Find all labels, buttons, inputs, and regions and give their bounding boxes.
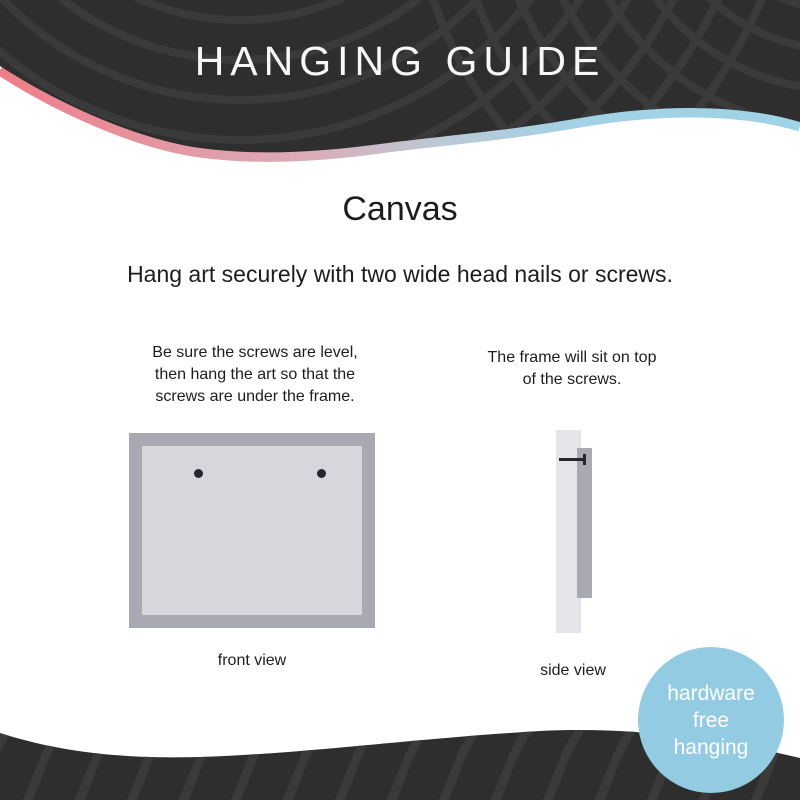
front-view-note: [115, 342, 395, 408]
front-view-caption: front view: [217, 652, 287, 669]
nail-head-icon: [583, 454, 586, 465]
front-view-note-line: Be sure the screws are level,: [152, 344, 358, 361]
front-view-note-line: screws are under the frame.: [155, 388, 355, 405]
badge-line: hardware: [667, 681, 755, 705]
side-view-caption: side view: [540, 662, 606, 679]
header-wave-graphic: [0, 0, 800, 175]
hardware-free-hanging-badge: [638, 647, 784, 793]
frame-side-bar: [577, 448, 592, 598]
screw-right-icon: [317, 469, 326, 478]
badge-line: free: [692, 708, 730, 732]
canvas-face: [142, 446, 362, 615]
front-view-note-line: then hang the art so that the: [154, 366, 356, 383]
side-view-diagram: [556, 430, 596, 633]
front-view-frame-diagram: [129, 433, 375, 628]
nail-icon: [559, 458, 586, 461]
instruction-subheading: Hang art securely with two wide head nails or screws.: [127, 261, 673, 287]
badge-line: hanging: [673, 735, 749, 759]
side-view-note-line: The frame will sit on top: [487, 349, 657, 366]
side-view-note-line: of the screws.: [522, 371, 622, 388]
screw-left-icon: [194, 469, 203, 478]
side-view-note: [447, 347, 697, 391]
page-title: HANGING GUIDE: [194, 38, 606, 84]
product-type-heading: Canvas: [342, 190, 458, 228]
